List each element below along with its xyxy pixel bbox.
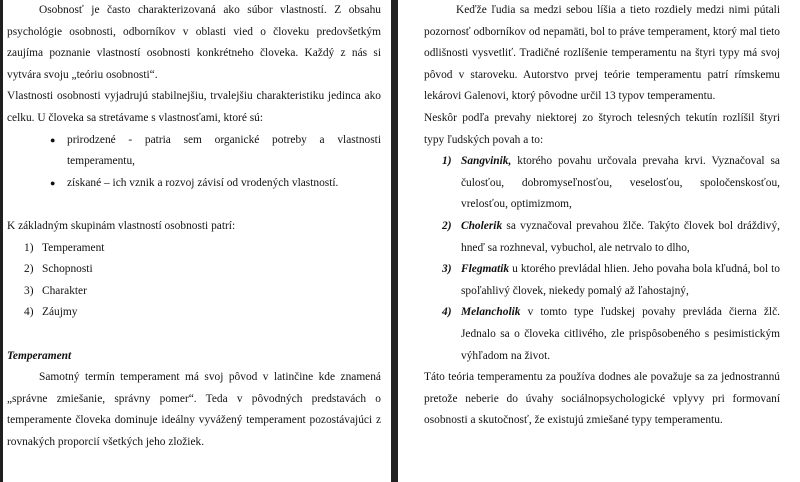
bullet-icon: ●	[50, 134, 56, 145]
fluids-paragraph: Neskôr podľa prevahy niektorej zo štyroch telesných tekutín rozlíšil štyri typy ľudských povah a to:	[424, 111, 780, 146]
temperament-types-list	[424, 151, 780, 367]
list-item: 4) Záujmy	[24, 306, 78, 319]
list-item: 2) Schopnosti	[24, 263, 93, 276]
closing-paragraph: Táto teória temperamentu za používa dodnes ale považuje sa za jednostrannú pretože neberie do úvahy sociálnopsychologické vplyvy pri formovaní osobnosti a skutočnosť, že existujú zmiešané typy temperamentu.	[424, 371, 780, 427]
groups-list	[7, 238, 381, 324]
type-item-choleric: 2) Cholerik sa vyznačoval prevahou žlče. Takýto človek bol dráždivý, hneď sa rozhneval, vybuchol, ale netrvalo to dlho,	[442, 219, 780, 254]
right-column	[424, 0, 780, 432]
page-divider	[391, 0, 398, 482]
groups-intro: K základným skupinám vlastností osobnosti patrí:	[7, 219, 236, 232]
type-item-melancholic: 4) Melancholik v tomto type ľudskej povahy prevláda čierna žlč. Jednalo sa o človeka citlivého, zle prispôsobeného s pesimistickým výhľadom na život.	[442, 306, 780, 362]
blank-line	[7, 194, 381, 216]
differences-paragraph: Keďže ľudia sa medzi sebou líšia a tieto rozdiely medzi nimi pútali pozornosť odborníkov od nepamäti, bol to práve temperament, ktorý mal tieto odlišnosti vysvetliť. Tradičné rozlíšenie temperamentu na štyri typy má svoj pôvod v staroveku. Autorstvo prvej teórie temperamentu patrí rímskemu lekárovi Galenovi, ktorý pôvodne určil 13 typov temperamentu.	[424, 4, 780, 103]
section-heading-temperament: Temperament	[7, 349, 72, 362]
blank-line	[7, 324, 381, 346]
temperament-paragraph: Samotný termín temperament má svoj pôvod v latinčine kde znamená „správne zmiešanie, správny pomer“. Teda v pôvodných predstavách o temperamente človeka dominuje ideálny vyvážený temperament pozostávajúci z rovnakých proporcií všetkých jeho zložiek.	[7, 371, 381, 448]
type-item-phlegmatic: 3) Flegmatik u ktorého prevládal hlien. Jeho povaha bola kľudná, bol to spoľahlivý človek, niekedy pomalý až ľahostajný,	[442, 263, 780, 297]
traits-paragraph: Vlastnosti osobnosti vyjadrujú stabilnejšiu, trvalejšiu charakteristiku jedinca ako celku. U človeka sa stretávame s vlastnosťami, ktoré sú:	[7, 90, 381, 124]
left-column	[7, 0, 381, 453]
bullet-item-acquired: ● získané – ich vznik a rozvoj závisí od vrodených vlastností.	[67, 173, 381, 195]
trait-bullet-list	[7, 130, 381, 195]
list-item: 3) Charakter	[24, 284, 87, 297]
intro-paragraph: Osobnosť je často charakterizovaná ako súbor vlastností. Z obsahu psychológie osobnosti, odborníkov v oblasti vied o človeku predovšetkým zaujíma poznanie vlastností osobnosti konkrétneho človeka. Každý z nás si vytvára svoju „teóriu osobnosti“.	[7, 4, 381, 81]
type-item-sanguine: 1) Sangvinik, ktorého povahu určovala prevaha krvi. Vyznačoval sa čulosťou, dobromyseľnosťou, veselosťou, spoločenskosťou, vrelosťou, optimizmom,	[442, 155, 780, 211]
list-item: 1) Temperament	[24, 241, 105, 254]
left-page-edge	[0, 0, 3, 482]
bullet-icon: ●	[50, 177, 56, 188]
bullet-item-innate: ● prirodzené - patria sem organické potreby a vlastnosti temperamentu,	[67, 130, 381, 173]
